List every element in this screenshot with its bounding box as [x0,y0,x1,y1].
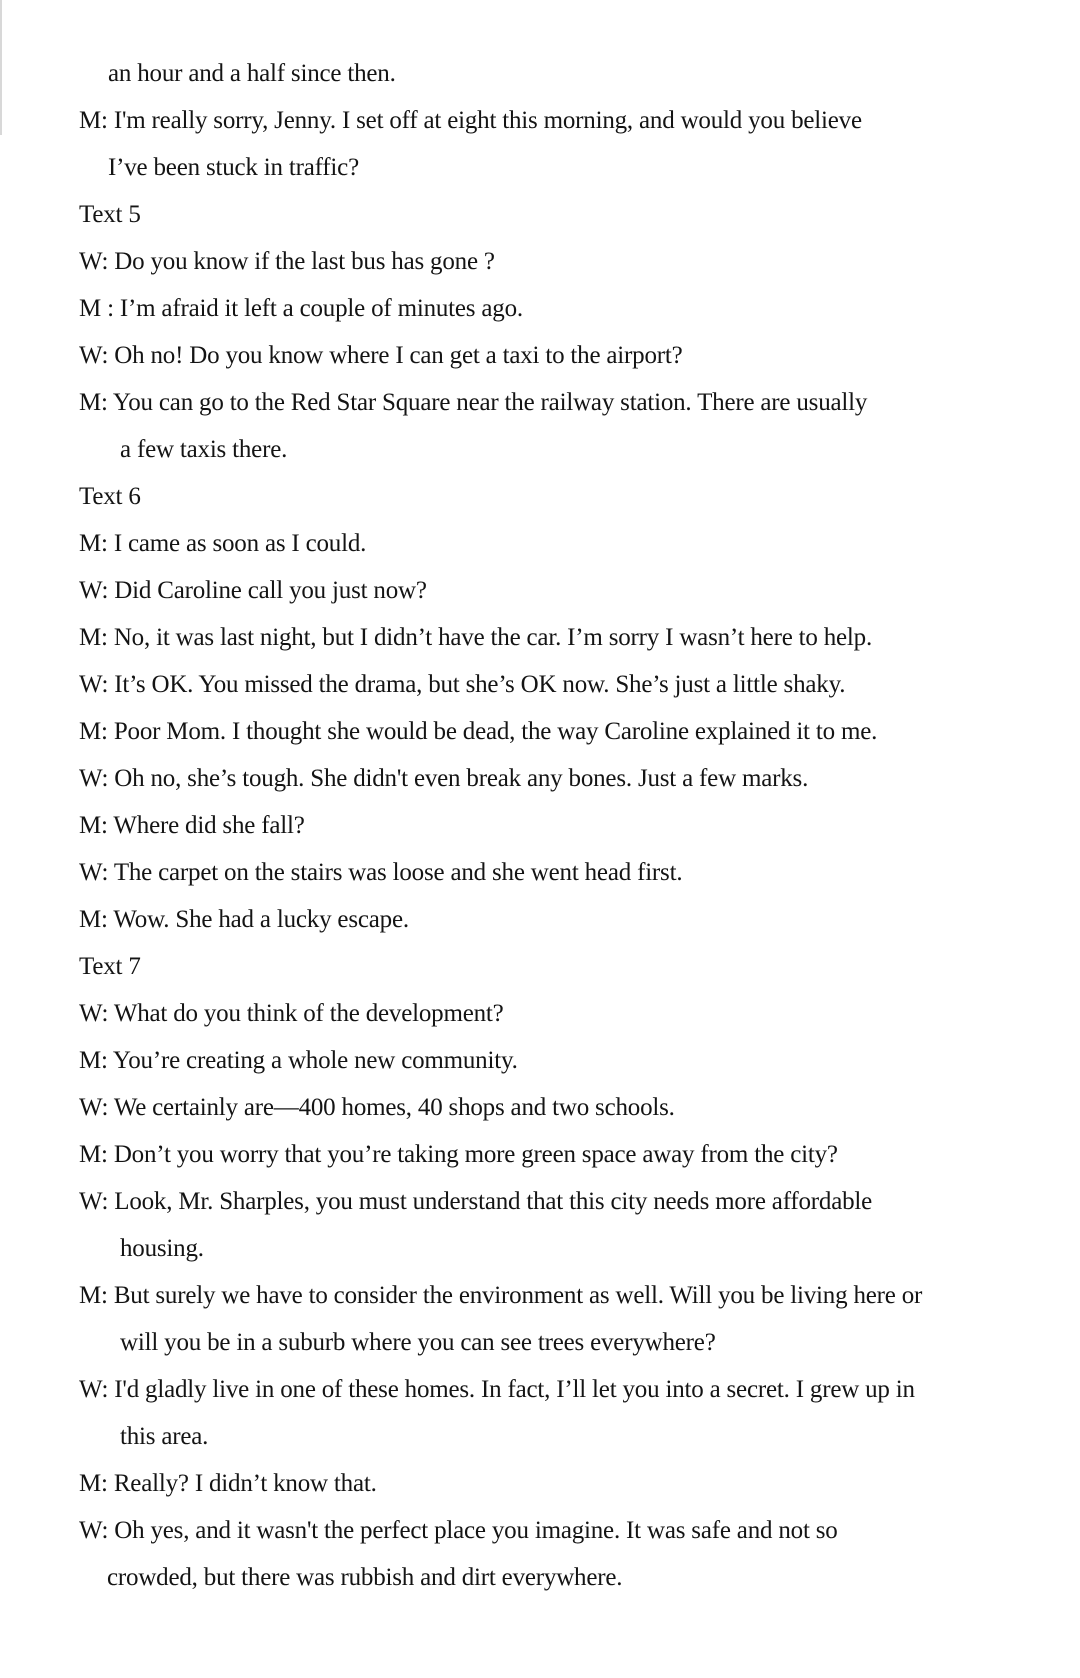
text-line: will you be in a suburb where you can see trees everywhere? [120,1329,716,1356]
text-line: W: Oh no, she’s tough. She didn't even break any bones. Just a few marks. [79,765,809,792]
text-line: M: Don’t you worry that you’re taking more green space away from the city? [79,1141,838,1168]
text-line: M: Really? I didn’t know that. [79,1470,377,1497]
text-line: this area. [120,1423,209,1450]
text-line: W: We certainly are—400 homes, 40 shops and two schools. [79,1094,675,1121]
section-heading: Text 7 [79,953,141,980]
text-line: M : I’m afraid it left a couple of minutes ago. [79,295,523,322]
text-line: W: Oh yes, and it wasn't the perfect place you imagine. It was safe and not so [79,1517,838,1544]
text-line: M: I came as soon as I could. [79,530,367,557]
section-heading: Text 6 [79,483,141,510]
text-line: housing. [120,1235,204,1262]
text-line: an hour and a half since then. [108,60,396,87]
text-line: M: I'm really sorry, Jenny. I set off at eight this morning, and would you believe [79,107,862,134]
text-line: W: What do you think of the development? [79,1000,504,1027]
text-line: W: I'd gladly live in one of these homes. In fact, I’ll let you into a secret. I grew up in [79,1376,915,1403]
text-line: W: Oh no! Do you know where I can get a taxi to the airport? [79,342,683,369]
text-line: M: Poor Mom. I thought she would be dead, the way Caroline explained it to me. [79,718,878,745]
text-line: M: No, it was last night, but I didn’t have the car. I’m sorry I wasn’t here to help. [79,624,873,651]
section-heading: Text 5 [79,201,141,228]
text-line: M: But surely we have to consider the environment as well. Will you be living here or [79,1282,923,1309]
text-line: M: Wow. She had a lucky escape. [79,906,409,933]
text-line: W: It’s OK. You missed the drama, but she’s OK now. She’s just a little shaky. [79,671,846,698]
text-line: M: You’re creating a whole new community. [79,1047,518,1074]
text-line: W: Look, Mr. Sharples, you must understand that this city needs more affordable [79,1188,873,1215]
text-line: W: The carpet on the stairs was loose and she went head first. [79,859,683,886]
text-line: a few taxis there. [120,436,288,463]
text-line: crowded, but there was rubbish and dirt everywhere. [107,1564,623,1591]
text-line: W: Do you know if the last bus has gone ? [79,248,495,275]
text-line: M: Where did she fall? [79,812,305,839]
text-line: I’ve been stuck in traffic? [108,154,359,181]
text-line: W: Did Caroline call you just now? [79,577,427,604]
text-line: M: You can go to the Red Star Square near the railway station. There are usually [79,389,868,416]
